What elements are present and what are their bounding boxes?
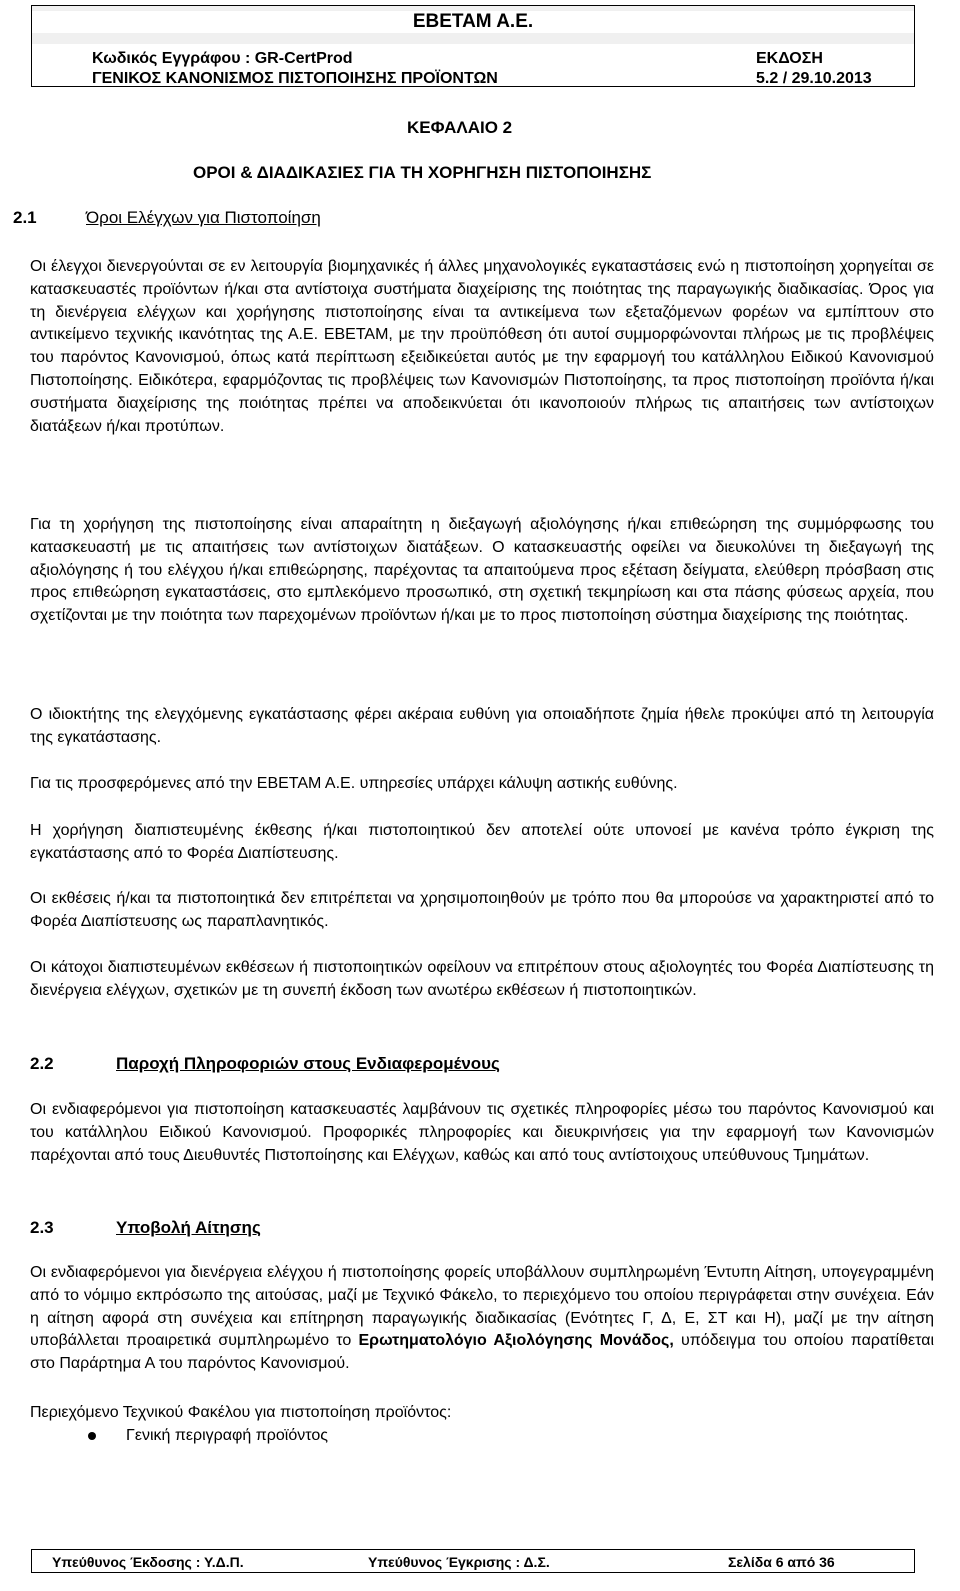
footer-approval-responsible: Υπεύθυνος Έγκρισης : Δ.Σ. bbox=[368, 1554, 550, 1570]
paragraph: Οι έλεγχοι διενεργούνται σε εν λειτουργία βιομηχανικές ή άλλες μηχανολογικές εγκαταστάσεις ενώ η πιστοποίηση χορηγείται σε κατασκευαστές προϊόντων ή/και στα αντίστοιχα συστήματα διαχείρισης της ποιότητας της παραγωγικής διαδικασίας. Όρος για τη διενέργεια ελέγχων και χορήγησης πιστοποίησης είναι τα αντικείμενα των εξεταζόμενων φορέων να εμπίπτουν στο αντικείμενο τεχνικής ικανότητας της Α.Ε. ΕΒΕΤΑΜ, με την προϋπόθεση ότι αυτοί συμμορφώνονται πλήρως με τις προβλέψεις του παρόντος Κανονισμού, όπως κατά περίπτωση εξειδικεύεται αυτός με την εφαρμογή του κατάλληλου Ειδικού Κανονισμού Πιστοποίησης. Ειδικότερα, εφαρμόζοντας τις προβλέψεις των Κανονισμών Πιστοποίησης, τα προς πιστοποίηση προϊόντα ή/και συστήματα διαχείρισης της ποιότητας πρέπει να αποδεικνύεται ότι ικανοποιούν πλήρως τις απαιτήσεις των αντίστοιχων διατάξεων ή/και προτύπων. bbox=[30, 258, 934, 435]
paragraph: Για τη χορήγηση της πιστοποίησης είναι απαραίτητη η διεξαγωγή αξιολόγησης ή/και επιθεώρηση της συμμόρφωσης του κατασκευαστή με τις απαιτήσεις των αντίστοιχων διατάξεων. Ο κατασκευαστής οφείλει να διευκολύνει τη διεξαγωγή της αξιολόγησης ή του ελέγχου ή/και επιθεώρησης, παρέχοντας τα απαιτούμενα προς εξέταση δείγματα, ελεύθερη πρόσβαση στις προς επιθεώρηση εγκαταστάσεις, στο εμπλεκόμενο προσωπικό, στη σχετική τεκμηρίωση και στα πάσης φύσεως αρχεία, που σχετίζονται με την ποιότητα των παρεχομένων προϊόντων ή/και με το προς πιστοποίηση σύστημα διαχείρισης της ποιότητας. bbox=[30, 516, 934, 625]
header-edition-label: ΕΚΔΟΣΗ bbox=[756, 50, 823, 67]
list-item-text: Γενική περιγραφή προϊόντος bbox=[126, 1427, 328, 1444]
paragraph: Οι κάτοχοι διαπιστευμένων εκθέσεων ή πιστοποιητικών οφείλουν να επιτρέπουν στους αξιολογητές του Φορέα Διαπίστευσης τη διενέργεια ελέγχων, σχετικών με τη συνεπή έκδοση των ανωτέρω εκθέσεων ή πιστοποιητικών. bbox=[30, 959, 934, 999]
questionnaire-name: Ερωτηματολόγιο Αξιολόγησης Μονάδος, bbox=[358, 1332, 674, 1350]
bullet-icon bbox=[88, 1432, 96, 1440]
header-edition-value: 5.2 / 29.10.2013 bbox=[756, 70, 872, 87]
section-heading-2-2 bbox=[30, 1054, 500, 1074]
chapter-title: ΟΡΟΙ & ΔΙΑΔΙΚΑΣΙΕΣ ΓΙΑ ΤΗ ΧΟΡΗΓΗΣΗ ΠΙΣΤΟΠΟΙΗΣΗΣ bbox=[193, 163, 652, 182]
section-number: 2.1 bbox=[13, 208, 37, 227]
section-heading-2-3 bbox=[30, 1218, 261, 1238]
paragraph-text: υπόδειγμα του οποίου παρατίθεται στο Παράρτημα Α του παρόντος Κανονισμού. bbox=[30, 1332, 935, 1373]
section-title: Όροι Ελέγχων για Πιστοποίηση bbox=[86, 208, 321, 227]
list-item bbox=[88, 1427, 328, 1445]
paragraph: Οι ενδιαφερόμενοι για πιστοποίηση κατασκευαστές λαμβάνουν τις σχετικές πληροφορίες μέσω του παρόντος Κανονισμού και του κατάλληλου Ειδικού Κανονισμού. Προφορικές πληροφορίες και διευκρινήσεις για την εφαρμογή των Κανονισμών παρέχονται από τους Διευθυντές Πιστοποίησης και Ελέγχων, καθώς και από τους αντίστοιχους υπεύθυνους Τμημάτων. bbox=[30, 1101, 934, 1164]
paragraph bbox=[30, 1262, 934, 1376]
paragraph: Για τις προσφερόμενες από την ΕΒΕΤΑΜ Α.Ε. υπηρεσίες υπάρχει κάλυψη αστικής ευθύνης. bbox=[30, 775, 678, 792]
header-doc-title: ΓΕΝΙΚΟΣ ΚΑΝΟΝΙΣΜΟΣ ΠΙΣΤΟΠΟΙΗΣΗΣ ΠΡΟΪΟΝΤΩΝ bbox=[92, 70, 498, 87]
header-doc-code: Κωδικός Εγγράφου : GR-CertProd bbox=[92, 50, 353, 67]
footer-page-number: Σελίδα 6 από 36 bbox=[728, 1554, 835, 1570]
footer-issue-responsible: Υπεύθυνος Έκδοσης : Υ.Δ.Π. bbox=[52, 1554, 244, 1570]
document-header bbox=[31, 5, 915, 87]
paragraph-text: Οι ενδιαφερόμενοι για διενέργεια ελέγχου ή πιστοποίησης φορείς υποβάλλουν συμπληρωμένη Έντυπη Αίτηση, υπογεγραμμένη από το νόμιμο εκπρόσωπο της αιτούσας, μαζί με Τεχνικό Φάκελο, το περιεχόμενο του οποίου περιγράφεται στην συνέχεια. Εάν η αίτηση αφορά στη συνέχεια και επίτηρηση παραγωγικής διαδικασίας (Ενότητες Γ, Δ, Ε, ΣΤ και Η), μαζί με την αίτηση υποβάλλεται προαιρετικά συμπληρωμένο το bbox=[30, 1264, 934, 1350]
chapter-label: ΚΕΦΑΛΑΙΟ 2 bbox=[407, 118, 513, 137]
section-number: 2.2 bbox=[30, 1054, 54, 1073]
paragraph: Η χορήγηση διαπιστευμένης έκθεσης ή/και πιστοποιητικού δεν αποτελεί ούτε υπονοεί με κανένα τρόπο έγκριση της εγκατάστασης από το Φορέα Διαπίστευσης. bbox=[30, 822, 934, 862]
section-title: Παροχή Πληροφοριών στους Ενδιαφερομένους bbox=[116, 1054, 500, 1073]
header-org-text: ΕΒΕΤΑΜ Α.Ε. bbox=[412, 11, 534, 32]
bullet-list bbox=[88, 1427, 328, 1445]
section-title: Υποβολή Αίτησης bbox=[116, 1218, 261, 1237]
paragraph: Περιεχόμενο Τεχνικού Φακέλου για πιστοποίηση προϊόντος: bbox=[30, 1404, 452, 1421]
document-footer bbox=[31, 1549, 915, 1573]
paragraph: Οι εκθέσεις ή/και τα πιστοποιητικά δεν επιτρέπεται να χρησιμοποιηθούν με τρόπο που θα μπορούσε να χαρακτηριστεί από το Φορέα Διαπίστευσης ως παραπλανητικός. bbox=[30, 890, 934, 930]
paragraph: Ο ιδιοκτήτης της ελεγχόμενης εγκατάστασης φέρει ακέραια ευθύνη για οποιαδήποτε ζημία ήθελε προκύψει από τη λειτουργία της εγκατάστασης. bbox=[30, 706, 934, 746]
section-number: 2.3 bbox=[30, 1218, 54, 1237]
header-organization bbox=[32, 11, 914, 33]
section-heading-2-1 bbox=[13, 208, 321, 228]
